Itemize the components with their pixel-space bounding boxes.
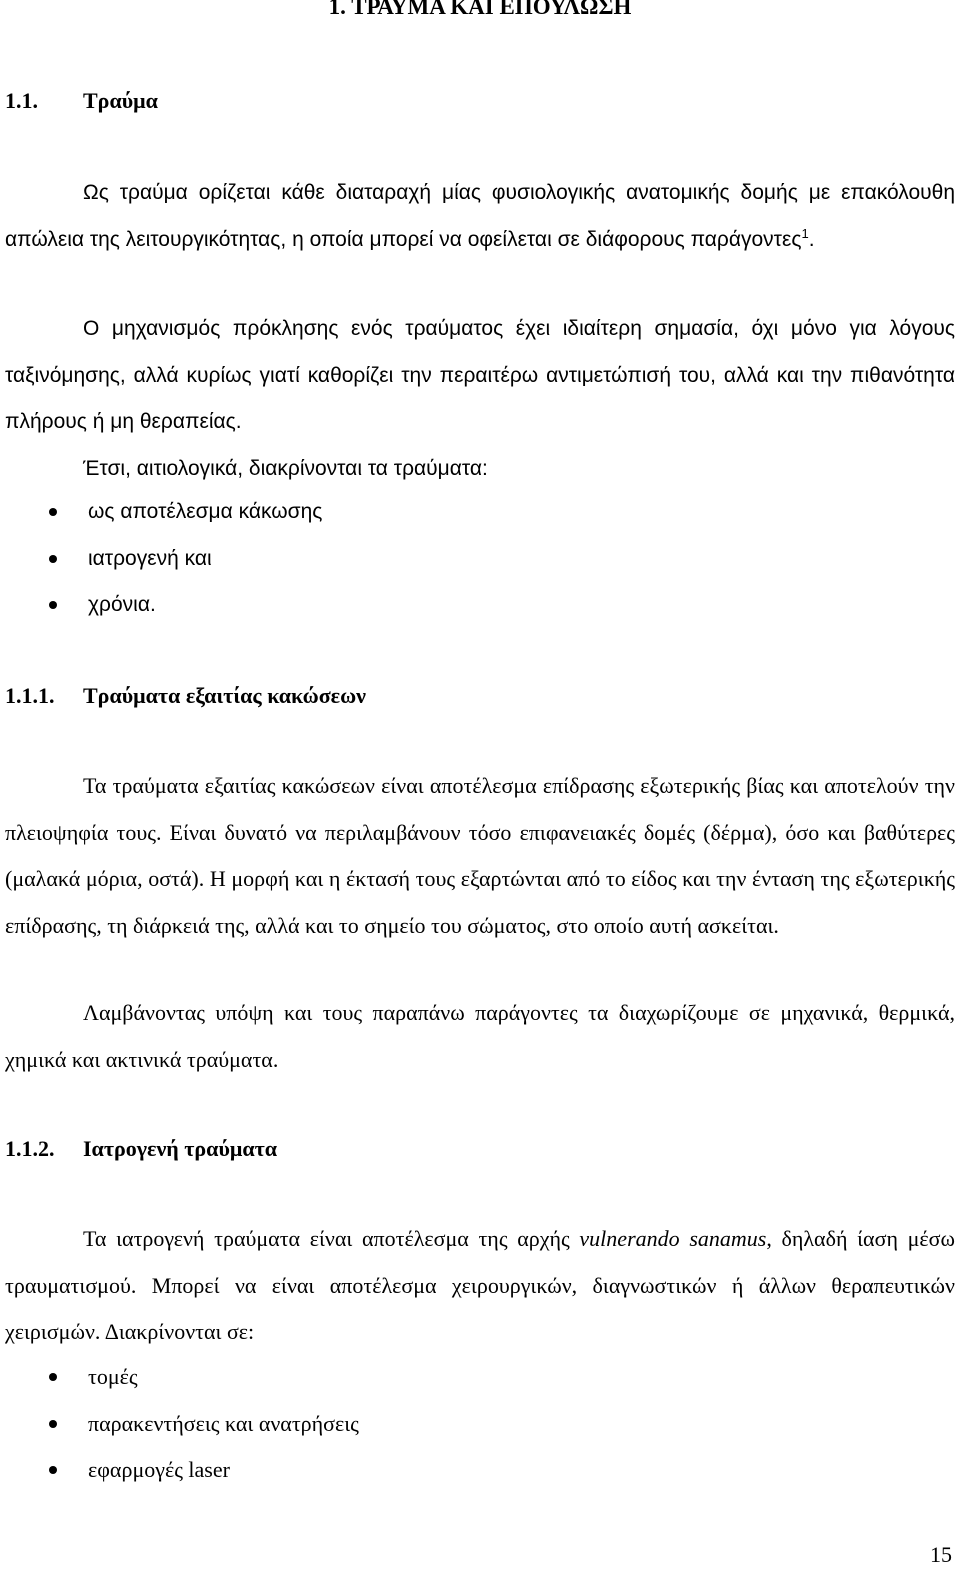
injuries-paragraph-2-text: Λαμβάνοντας υπόψη και τους παραπάνω παράγοντες τα διαχωρίζουμε σε μηχανικά, θερμικά, χημικά και ακτινικά τραύματα.	[5, 1000, 955, 1072]
intro-end: .	[808, 227, 815, 251]
classification-intro	[5, 446, 955, 493]
list-item-text: ως αποτέλεσμα κάκωσης	[88, 500, 323, 523]
iatrogenic-text-end: , δηλαδή ίαση μέσω τραυματισμού. Μπορεί να είναι αποτέλεσμα χειρουργικών, διαγνωστικών ή άλλων θεραπευτικών χειρισμών. Διακρίνονται σε:	[5, 1226, 956, 1344]
intro-paragraph	[5, 170, 955, 263]
section-number: 1.1.2.	[5, 1136, 55, 1161]
chapter-title: 1. ΤΡΑΥΜΑ ΚΑΙ ΕΠΟΥΛΩΣΗ	[328, 0, 632, 19]
footnote-marker: 1	[801, 225, 809, 241]
injuries-paragraph-1-text: Τα τραύματα εξαιτίας κακώσεων είναι αποτέλεσμα επίδρασης εξωτερικής βίας και αποτελούν την πλειοψηφία τους. Είναι δυνατό να περιλαμβάνουν τόσο επιφανειακές δομές (δέρμα), όσο και βαθύτερες (μαλακά μόρια, οστά). Η μορφή και η έκτασή τους εξαρτώνται από το είδος και την ένταση της εξωτερικής επίδρασης, τη διάρκειά της, αλλά και το σημείο του σώματος, στο οποίο αυτή ασκείται.	[5, 773, 955, 938]
bullet-icon	[49, 1466, 57, 1474]
mechanism-paragraph	[5, 306, 955, 446]
section-heading-1-1-2	[5, 1134, 277, 1164]
section-heading-1-1-1	[5, 681, 366, 711]
section-title: Τραύματα εξαιτίας κακώσεων	[83, 683, 366, 708]
list-item-text: χρόνια.	[88, 593, 156, 616]
iatrogenic-paragraph	[5, 1216, 955, 1356]
list-item-text: παρακεντήσεις και ανατρήσεις	[88, 1410, 359, 1436]
bullet-icon	[49, 508, 57, 516]
list-item-text: τομές	[88, 1364, 138, 1389]
injuries-paragraph-2	[5, 990, 955, 1083]
section-number: 1.1.	[5, 88, 38, 113]
page-number: 15	[930, 1542, 952, 1567]
section-title: Ιατρογενή τραύματα	[83, 1136, 278, 1161]
mechanism-text: Ο μηχανισμός πρόκλησης ενός τραύματος έχει ιδιαίτερη σημασία, όχι μόνο για λόγους ταξινόμησης, αλλά κυρίως γιατί καθορίζει την περαιτέρω αντιμετώπισή του, αλλά και την πιθανότητα πλήρους ή μη θεραπείας.	[5, 317, 955, 433]
section-title: Τραύμα	[83, 88, 158, 113]
bullet-icon	[49, 601, 57, 609]
bullet-icon	[49, 1420, 57, 1428]
classification-intro-text: Έτσι, αιτιολογικά, διακρίνονται τα τραύματα:	[83, 457, 488, 480]
list-item-text: εφαρμογές laser	[88, 1457, 230, 1482]
bullet-icon	[49, 555, 57, 563]
list-item-text: ιατρογενή και	[88, 546, 212, 570]
section-number: 1.1.1.	[5, 683, 55, 708]
intro-text: Ως τραύμα ορίζεται κάθε διαταραχή μίας φυσιολογικής ανατομικής δομής με επακόλουθη απώλεια της λειτουργικότητας, η οποία μπορεί να οφείλεται σε διάφορους παράγοντες	[5, 181, 955, 251]
injuries-paragraph-1	[5, 763, 955, 949]
section-heading-1-1	[5, 86, 158, 116]
iatrogenic-text-start: Τα ιατρογενή τραύματα είναι αποτέλεσμα της αρχής	[83, 1226, 570, 1251]
latin-phrase: vulnerando sanamus	[579, 1226, 767, 1251]
bullet-icon	[49, 1373, 57, 1381]
